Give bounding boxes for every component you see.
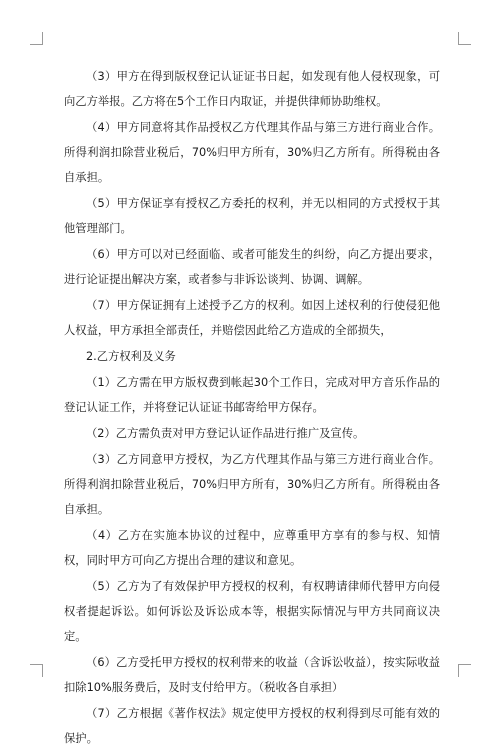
clause-party-a-7: （7）甲方保证拥有上述授予乙方的权利。如因上述权利的行使侵犯他人权益，甲方承担全部责任，并赔偿因此给乙方造成的全部损失， <box>64 299 440 337</box>
clause-party-b-5: （5）乙方为了有效保护甲方授权的权利，有权聘请律师代替甲方向侵权者提起诉讼。如何诉讼及诉讼成本等，根据实际情况与甲方共同商议决定。 <box>64 580 440 643</box>
clause-party-a-6: （6）甲方可以对已经面临、或者可能发生的纠纷，向乙方提出要求，进行论证提出解决方案，或者参与非诉讼谈判、协调、调解。 <box>64 248 440 286</box>
crop-mark-top-right <box>458 32 471 45</box>
clause-party-b-1: （1）乙方需在甲方版权费到帐起30个工作日，完成对甲方音乐作品的登记认证工作，并将登记认证证书邮寄给甲方保存。 <box>64 376 440 414</box>
clause-party-b-4: （4）乙方在实施本协议的过程中，应尊重甲方享有的参与权、知情权，同时甲方可向乙方提出合理的建议和意见。 <box>64 529 440 567</box>
clause-party-b-3: （3）乙方同意甲方授权，为乙方代理其作品与第三方进行商业合作。所得利润扣除营业税后，70%归甲方所有，30%归乙方所有。所得税由各自承担。 <box>64 453 440 516</box>
section-heading-party-b: 2.乙方权利及义务 <box>86 350 176 363</box>
clause-party-b-6: （6）乙方受托甲方授权的权利带来的收益（含诉讼收益），按实际收益扣除10%服务费后，及时支付给甲方。（税收各自承担） <box>64 656 440 694</box>
clause-party-b-7: （7）乙方根据《著作权法》规定使甲方授权的权利得到尽可能有效的保护。 <box>64 707 440 745</box>
clause-party-b-2: （2）乙方需负责对甲方登记认证作品进行推广及宣传。 <box>86 427 365 440</box>
clause-party-a-5: （5）甲方保证享有授权乙方委托的权利，并无以相同的方式授权于其他管理部门。 <box>64 197 440 235</box>
crop-mark-bottom-right <box>458 664 471 677</box>
crop-mark-top-left <box>30 32 43 45</box>
clause-party-a-4: （4）甲方同意将其作品授权乙方代理其作品与第三方进行商业合作。所得利润扣除营业税后，70%归甲方所有，30%归乙方所有。所得税由各自承担。 <box>64 121 440 184</box>
crop-mark-bottom-left <box>30 664 43 677</box>
clause-party-a-3: （3）甲方在得到版权登记认证证书日起，如发现有他人侵权现象，可向乙方举报。乙方将在5个工作日内取证，并提供律师协助维权。 <box>64 70 440 108</box>
document-body <box>64 64 440 752</box>
